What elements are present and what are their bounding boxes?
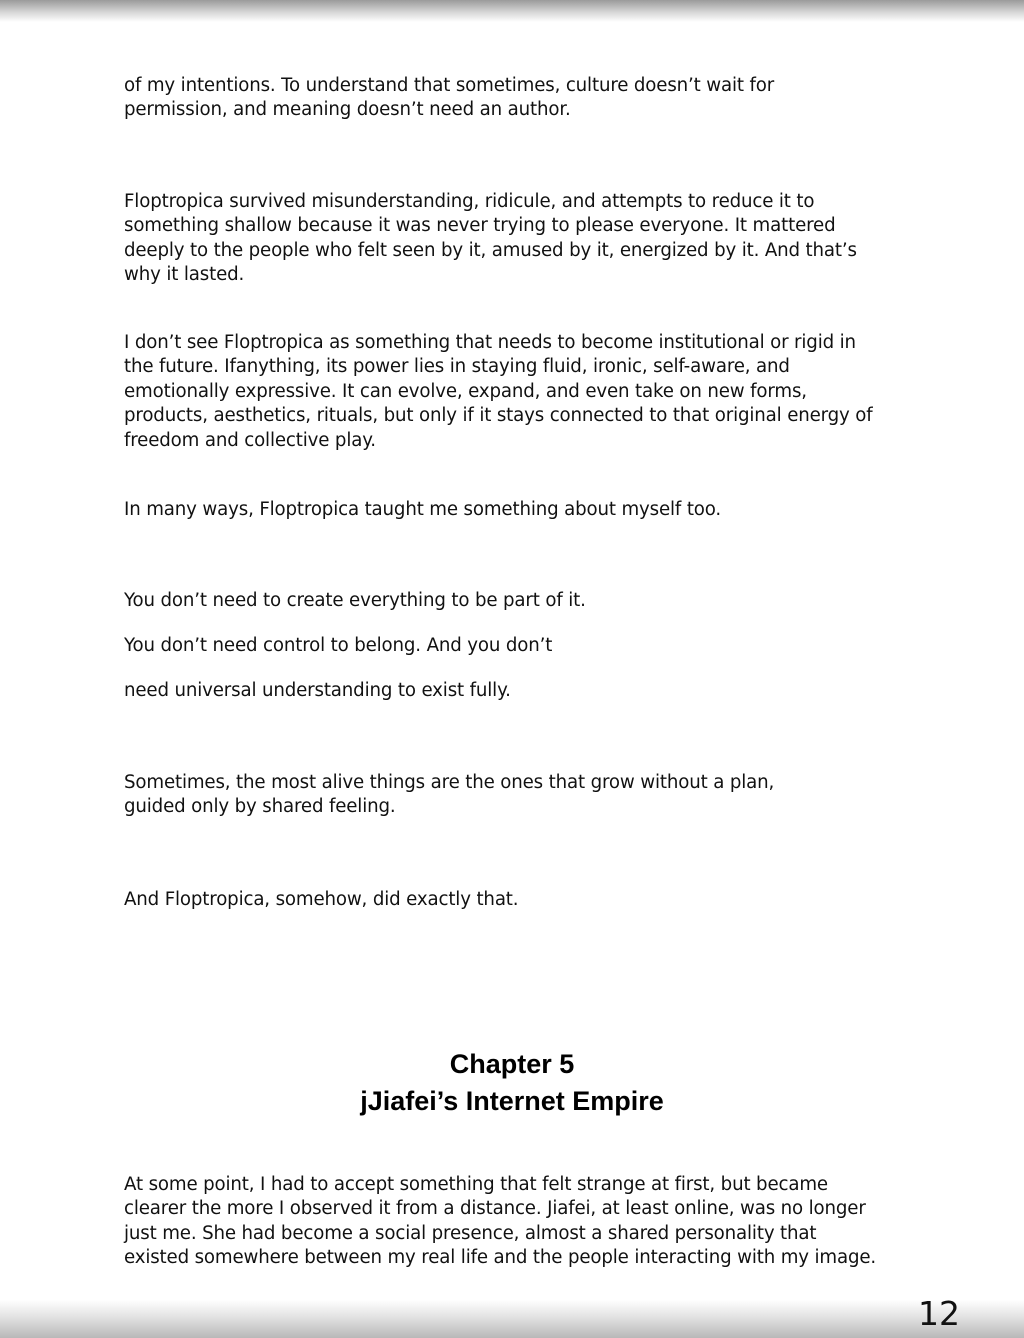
top-page-shadow [0, 0, 1024, 22]
text-line: deeply to the people who felt seen by it, amused by it, energized by it. And that’s [124, 239, 857, 261]
paragraph-survived [124, 190, 924, 288]
paragraph-chapter-opening [124, 1173, 924, 1271]
text-line: permission, and meaning doesn’t need an author. [124, 99, 571, 121]
paragraph-intentions [124, 74, 924, 123]
paragraph-universal [124, 679, 924, 703]
text-line: need universal understanding to exist fully. [124, 680, 511, 701]
text-line: of my intentions. To understand that sometimes, culture doesn’t wait for [124, 75, 775, 96]
text-line: freedom and collective play. [124, 429, 376, 451]
paragraph-taught-me [124, 498, 924, 522]
text-line: Floptropica survived misunderstanding, ridicule, and attempts to reduce it to [124, 191, 815, 212]
text-line: You don’t need to create everything to be part of it. [124, 590, 586, 611]
text-line: just me. She had become a social presence, almost a shared personality that [124, 1222, 817, 1244]
text-line: You don’t need control to belong. And you don’t [124, 635, 553, 656]
text-line: clearer the more I observed it from a distance. Jiafei, at least online, was no longer [124, 1198, 866, 1220]
chapter-title: jJiafei’s Internet Empire [360, 1086, 664, 1116]
bottom-page-shadow [0, 1300, 1024, 1338]
chapter-heading [0, 1046, 1024, 1120]
chapter-number: Chapter 5 [449, 1049, 575, 1079]
paragraph-control [124, 634, 924, 658]
paragraph-alive-things [124, 771, 924, 820]
text-line: And Floptropica, somehow, did exactly that. [124, 889, 519, 910]
text-line: the future. Ifanything, its power lies in staying fluid, ironic, self-aware, and [124, 356, 790, 378]
text-line: I don’t see Floptropica as something that needs to become institutional or rigid in [124, 332, 856, 353]
page-number: 12 [918, 1294, 960, 1333]
text-line: At some point, I had to accept something that felt strange at first, but became [124, 1174, 828, 1195]
text-line: products, aesthetics, rituals, but only if it stays connected to that original energy of [124, 405, 873, 427]
text-line: existed somewhere between my real life and the people interacting with my image. [124, 1247, 877, 1269]
paragraph-future [124, 331, 924, 453]
paragraph-create-everything [124, 589, 924, 613]
text-line: guided only by shared feeling. [124, 796, 396, 818]
paragraph-exactly-that [124, 888, 924, 912]
text-line: Sometimes, the most alive things are the ones that grow without a plan, [124, 772, 775, 793]
text-line: why it lasted. [124, 264, 245, 286]
text-line: something shallow because it was never trying to please everyone. It mattered [124, 215, 836, 237]
text-line: In many ways, Floptropica taught me something about myself too. [124, 499, 722, 520]
text-line: emotionally expressive. It can evolve, expand, and even take on new forms, [124, 380, 807, 402]
